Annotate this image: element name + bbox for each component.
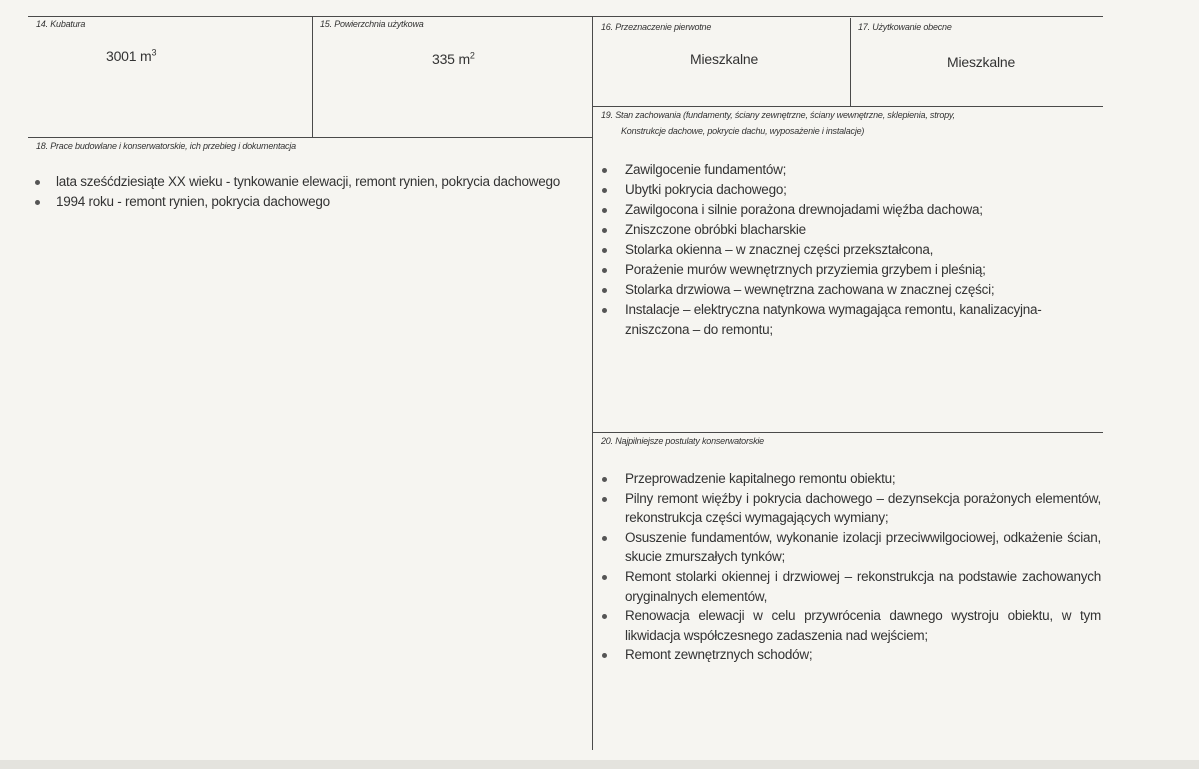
stan-zachowania-label-line1: 19. Stan zachowania (fundamenty, ściany zewnętrzne, ściany wewnętrzne, sklepienia, stropy,: [601, 110, 955, 120]
powierzchnia-number: 335 m: [432, 51, 470, 67]
list-item: Zawilgocona i silnie porażona drewnojadami więźba dachowa;: [598, 200, 1103, 220]
scan-bottom-edge: [0, 760, 1199, 769]
list-item: Stolarka drzwiowa – wewnętrzna zachowana w znacznej części;: [598, 280, 1103, 300]
list-item: Instalacje – elektryczna natynkowa wymagająca remontu, kanalizacyjna-zniszczona – do remontu;: [598, 300, 1103, 340]
list-item: Renowacja elewacji w celu przywrócenia dawnego wystroju obiektu, w tym likwidacja współczesnego zadaszenia nad wejściem;: [598, 606, 1101, 645]
prace-budowlane-list: [33, 172, 588, 212]
przeznaczenie-value: Mieszkalne: [690, 51, 759, 67]
list-item: Remont zewnętrznych schodów;: [598, 645, 1101, 665]
uzytkowanie-label: 17. Użytkowanie obecne: [858, 22, 952, 32]
przeznaczenie-label: 16. Przeznaczenie pierwotne: [601, 22, 712, 32]
prace-budowlane-label: 18. Prace budowlane i konserwatorskie, ich przebieg i dokumentacja: [36, 141, 296, 151]
kubatura-label: 14. Kubatura: [36, 19, 86, 29]
list-item: Remont stolarki okiennej i drzwiowej – rekonstrukcja na podstawie zachowanych oryginalnych elementów,: [598, 567, 1101, 606]
kubatura-unit-exponent: 3: [151, 47, 157, 58]
list-item: Przeprowadzenie kapitalnego remontu obiektu;: [598, 469, 1101, 489]
list-item: Porażenie murów wewnętrznych przyziemia grzybem i pleśnią;: [598, 260, 1103, 280]
divider-19-top: [592, 106, 1103, 107]
list-item: Stolarka okienna – w znacznej części przekształcona,: [598, 240, 1103, 260]
stan-zachowania-label-line2: Konstrukcje dachowe, pokrycie dachu, wyposażenie i instalacje): [621, 126, 865, 136]
divider-14-15: [312, 16, 313, 137]
list-item: Ubytki pokrycia dachowego;: [598, 180, 1103, 200]
divider-16-17: [850, 18, 851, 106]
kubatura-number: 3001 m: [106, 48, 152, 64]
postulaty-label: 20. Najpilniejsze postulaty konserwatorskie: [601, 436, 764, 446]
list-item: Pilny remont więźby i pokrycia dachowego – dezynsekcja porażonych elementów, rekonstrukcja części wymagających wymiany;: [598, 489, 1101, 528]
stan-zachowania-list: [598, 160, 1103, 340]
list-item: Zniszczone obróbki blacharskie: [598, 220, 1103, 240]
divider-18-top: [28, 137, 592, 138]
uzytkowanie-value: Mieszkalne: [947, 54, 1016, 70]
powierzchnia-value: [432, 51, 475, 67]
list-item: 1994 roku - remont rynien, pokrycia dachowego: [33, 192, 588, 212]
powierzchnia-unit-exponent: 2: [469, 50, 475, 61]
powierzchnia-label: 15. Powierzchnia użytkowa: [320, 19, 424, 29]
list-item: Osuszenie fundamentów, wykonanie izolacji przeciwwilgociowej, odkażenie ścian, skucie zmurszałych tynków;: [598, 528, 1101, 567]
postulaty-list: [598, 469, 1101, 665]
divider-20-top: [592, 432, 1103, 433]
list-item: Zawilgocenie fundamentów;: [598, 160, 1103, 180]
top-border-line: [28, 16, 1103, 17]
kubatura-value: [106, 48, 156, 64]
list-item: lata sześćdziesiąte XX wieku - tynkowanie elewacji, remont rynien, pokrycia dachowego: [33, 172, 588, 192]
divider-15-16: [592, 16, 593, 750]
